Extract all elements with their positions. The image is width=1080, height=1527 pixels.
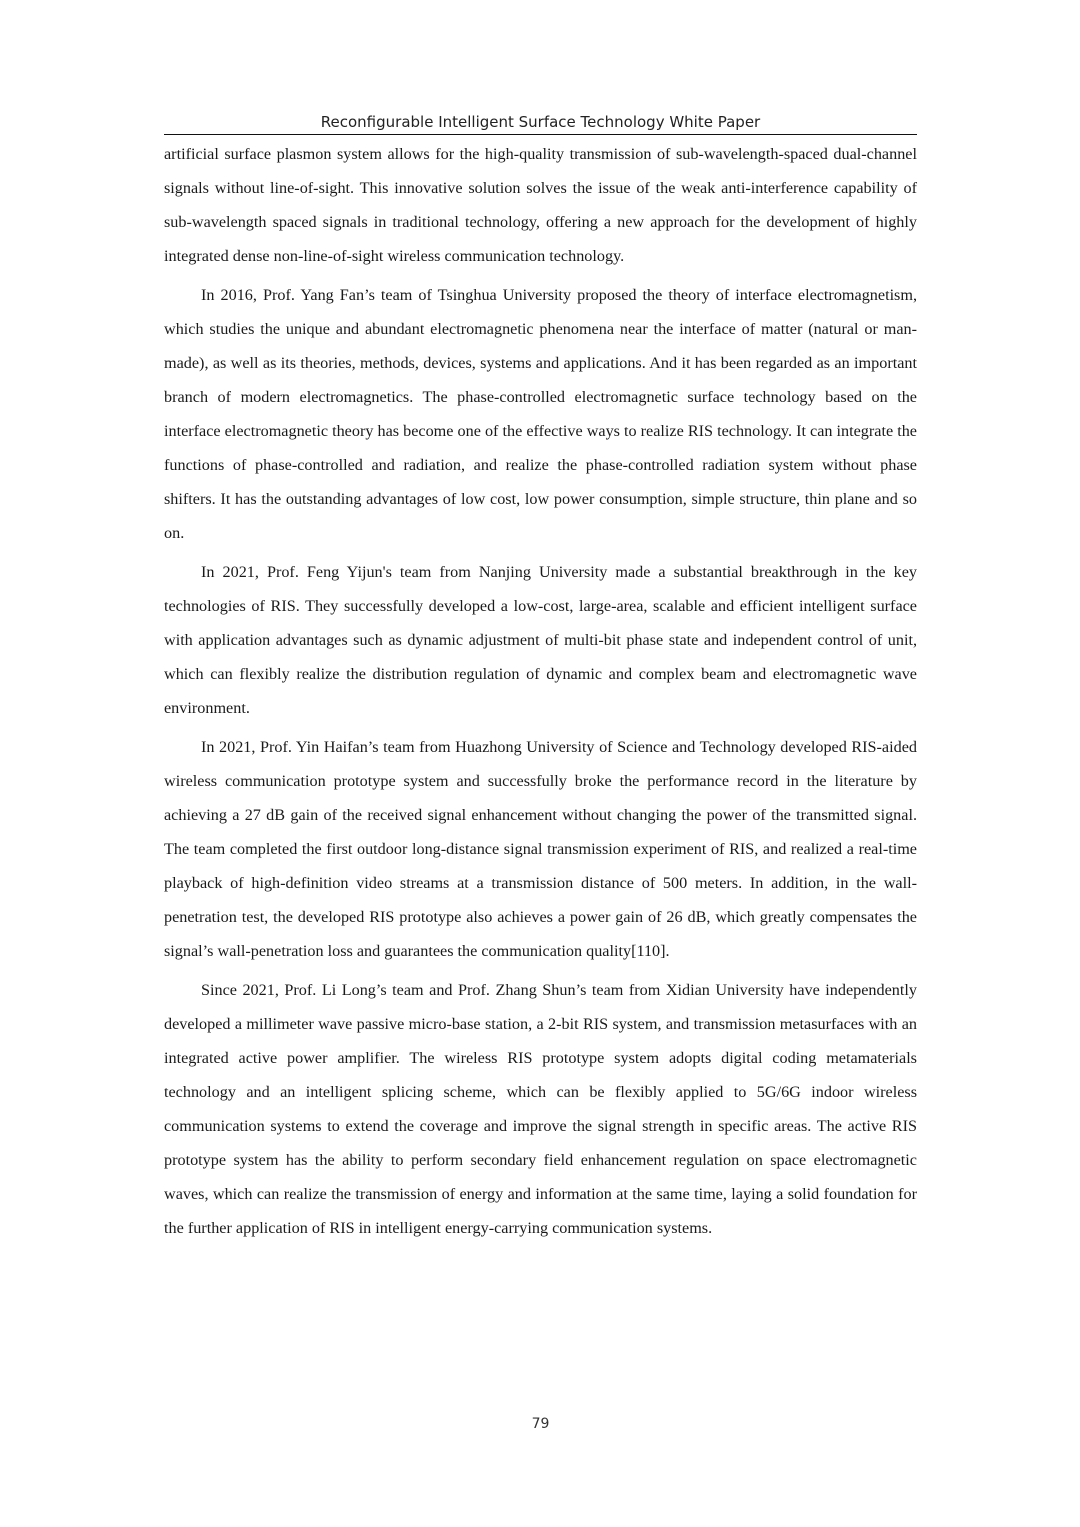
paragraph-tsinghua: In 2016, Prof. Yang Fan’s team of Tsinghua University proposed the theory of interface electromagnetism, which studies the unique and abundant electromagnetic phenomena near the interface of matter (natural or man-made), as well as its theories, methods, devices, systems and applications. And it has been regarded as an important branch of modern electromagnetics. The phase-controlled electromagnetic surface technology based on the interface electromagnetic theory has become one of the effective ways to realize RIS technology. It can integrate the functions of phase-controlled and radiation, and realize the phase-controlled radiation system without phase shifters. It has the outstanding advantages of low cost, low power consumption, simple structure, thin plane and so on. (164, 286, 917, 542)
header-rule (164, 134, 917, 135)
paragraph-huazhong: In 2021, Prof. Yin Haifan’s team from Huazhong University of Science and Technology developed RIS-aided wireless communication prototype system and successfully broke the performance record in the literature by achieving a 27 dB gain of the received signal enhancement without changing the power of the transmitted signal. The team completed the first outdoor long-distance signal transmission experiment of RIS, and realized a real-time playback of high-definition video streams at a transmission distance of 500 meters. In addition, in the wall-penetration test, the developed RIS prototype also achieves a power gain of 26 dB, which greatly compensates the signal’s wall-penetration loss and guarantees the communication quality[110]. (164, 738, 917, 960)
body-text (164, 137, 917, 1250)
paragraph-continuation: artificial surface plasmon system allows for the high-quality transmission of sub-wavelength-spaced dual-channel signals without line-of-sight. This innovative solution solves the issue of the weak anti-interference capability of sub-wavelength spaced signals in traditional technology, offering a new approach for the development of highly integrated dense non-line-of-sight wireless communication technology. (164, 145, 917, 265)
paragraph-xidian: Since 2021, Prof. Li Long’s team and Prof. Zhang Shun’s team from Xidian University have independently developed a millimeter wave passive micro-base station, a 2-bit RIS system, and transmission metasurfaces with an integrated active power amplifier. The wireless RIS prototype system adopts digital coding metamaterials technology and an intelligent splicing scheme, which can be flexibly applied to 5G/6G indoor wireless communication systems to extend the coverage and improve the signal strength in specific areas. The active RIS prototype system has the ability to perform secondary field enhancement regulation on space electromagnetic waves, which can realize the transmission of energy and information at the same time, laying a solid foundation for the further application of RIS in intelligent energy-carrying communication systems. (164, 981, 917, 1237)
paragraph-nanjing: In 2021, Prof. Feng Yijun's team from Nanjing University made a substantial breakthrough in the key technologies of RIS. They successfully developed a low-cost, large-area, scalable and efficient intelligent surface with application advantages such as dynamic adjustment of multi-bit phase state and independent control of unit, which can flexibly realize the distribution regulation of dynamic and complex beam and electromagnetic wave environment. (164, 563, 917, 717)
page-number: 79 (531, 1416, 550, 1432)
running-header: Reconfigurable Intelligent Surface Technology White Paper (320, 113, 761, 131)
